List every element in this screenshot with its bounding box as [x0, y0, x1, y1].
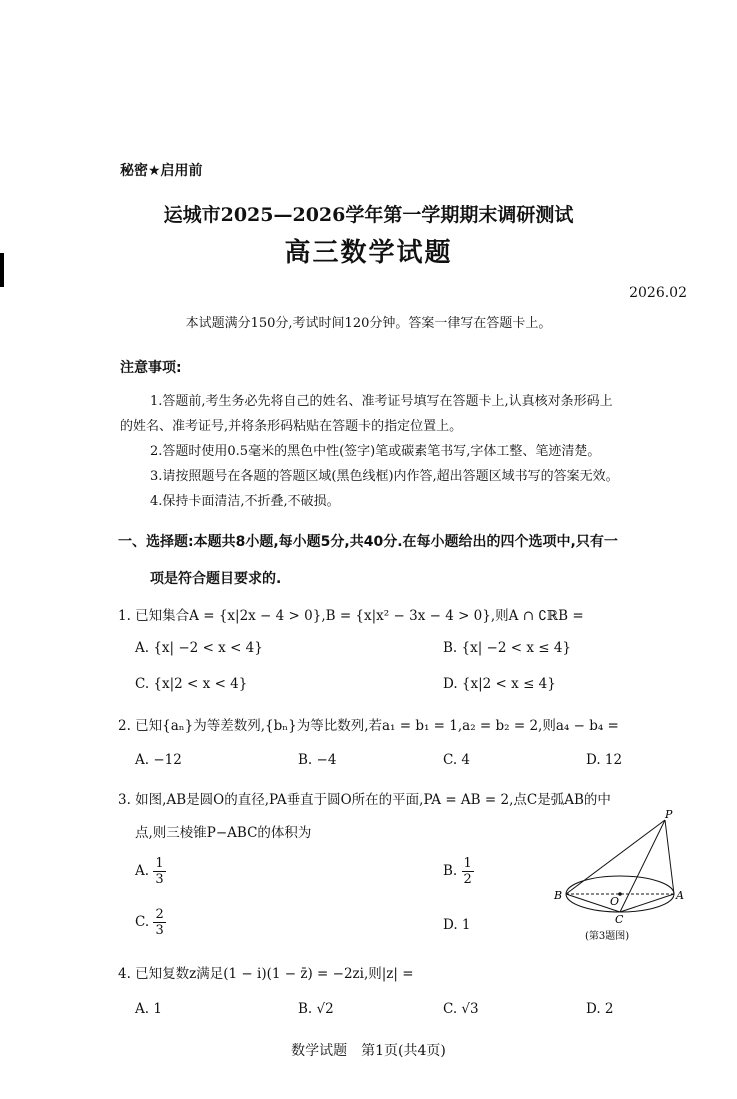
page-footer: 数学试题 第1页(共4页) [291, 1043, 446, 1059]
q3-option-a-numerator: 1 [155, 856, 164, 871]
q3-label-a: A [676, 889, 684, 902]
q2-option-c: C. 4 [443, 752, 471, 768]
note-item: 1.答题前,考生务必先将自己的姓名、准考证号填写在答题卡上,认真核对条形码上 [150, 394, 613, 409]
q2-option-b: B. −4 [298, 752, 337, 768]
q3-option-a [135, 856, 166, 887]
q3-edge-pb [566, 820, 665, 894]
q3-option-b-fraction [462, 856, 474, 887]
q2-option-d: D. 12 [586, 752, 623, 768]
q3-figure [545, 808, 695, 948]
exam-intro: 本试题满分150分,考试时间120分钟。答案一律写在答题卡上。 [185, 316, 552, 331]
note-item: 4.保持卡面清洁,不折叠,不破损。 [150, 494, 340, 509]
q3-figure-caption: (第3题图) [585, 931, 630, 942]
note-item: 2.答题时使用0.5毫米的黑色中性(签字)笔或碳素笔书写,字体工整、笔迹清楚。 [150, 444, 601, 459]
q3-label-o: O [610, 895, 620, 908]
q3-option-a-label: A. [135, 863, 150, 879]
q3-option-c-label: C. [135, 914, 150, 930]
q4-option-d: D. 2 [586, 1001, 614, 1017]
question-3-stem-cont: 点,则三棱锥P−ABC的体积为 [135, 825, 312, 841]
q3-label-p: P [665, 808, 673, 821]
q3-option-a-denominator: 3 [155, 872, 164, 887]
exam-title: 运城市2025—2026学年第一学期期末调研测试 [163, 204, 574, 226]
q1-option-a: A. {x| −2 < x < 4} [135, 640, 263, 656]
q3-option-b-label: B. [443, 863, 458, 879]
q1-option-b: B. {x| −2 < x ≤ 4} [443, 640, 572, 656]
question-3-stem: 3. 如图,AB是圆O的直径,PA垂直于圆O所在的平面,PA = AB = 2,点C是弧AB的中 [118, 792, 611, 808]
q3-option-b-denominator: 2 [463, 872, 472, 887]
q3-option-c-fraction [153, 907, 165, 938]
subject-title: 高三数学试题 [284, 238, 453, 268]
q2-option-a: A. −12 [135, 752, 182, 768]
q4-option-a: A. 1 [135, 1001, 162, 1017]
q3-label-c: C [615, 913, 624, 926]
q3-label-b: B [554, 889, 563, 902]
notes-heading: 注意事项: [120, 360, 182, 376]
q3-option-b-numerator: 1 [463, 856, 472, 871]
q1-option-c: C. {x|2 < x < 4} [135, 676, 248, 692]
q4-option-b: B. √2 [298, 1001, 334, 1017]
q3-edge-pa [665, 820, 674, 894]
note-item: 的姓名、准考证号,并将条形码粘贴在答题卡的指定位置上。 [120, 419, 463, 434]
q3-option-c-denominator: 3 [155, 923, 164, 938]
section-heading-cont: 项是符合题目要求的. [150, 571, 282, 587]
q3-option-b [443, 856, 474, 887]
question-1-stem: 1. 已知集合A = {x|2x − 4 > 0},B = {x|x² − 3x − 4 > 0},则A ∩ ∁ℝB = [118, 608, 584, 624]
question-4-stem: 4. 已知复数z满足(1 − i)(1 − z̄) = −2zi,则|z| = [118, 966, 414, 982]
q3-option-a-fraction [153, 856, 165, 887]
secret-label: 秘密★启用前 [120, 163, 203, 179]
q1-option-d: D. {x|2 < x ≤ 4} [443, 676, 556, 692]
section-heading: 一、选择题:本题共8小题,每小题5分,共40分.在每小题给出的四个选项中,只有一 [118, 534, 618, 550]
note-item: 3.请按照题号在各题的答题区域(黑色线框)内作答,超出答题区域书写的答案无效。 [150, 469, 619, 484]
q3-option-c-numerator: 2 [155, 907, 164, 922]
question-2-stem: 2. 已知{aₙ}为等差数列,{bₙ}为等比数列,若a₁ = b₁ = 1,a₂ = b₂ = 2,则a₄ − b₄ = [118, 718, 619, 734]
exam-date: 2026.02 [629, 285, 687, 301]
q4-option-c: C. √3 [443, 1001, 479, 1017]
q3-edge-pc [620, 820, 665, 912]
q3-option-c [135, 907, 166, 938]
q3-option-d: D. 1 [443, 917, 471, 933]
